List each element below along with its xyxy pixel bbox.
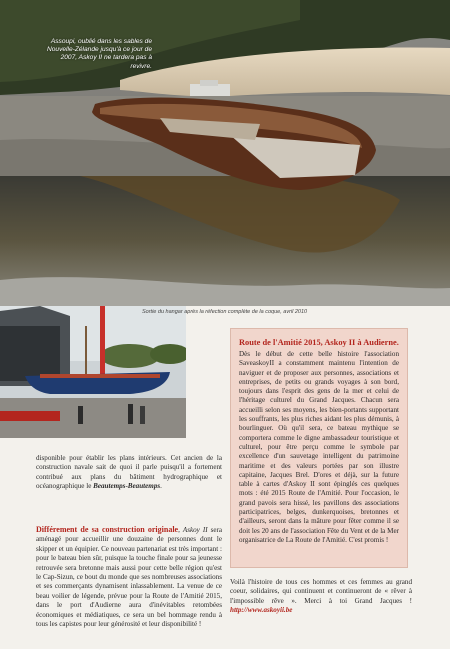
sidebar-text: Dès le début de cette belle histoire l'association SaveaskoyII a constamment maintenu l'intention de naviguer et de proposer aux personnes, associations et entreprises, de petits ou grands voyages à son bord, toujours dans l'esprit des gens de la mer et celui de l'héritage culturel du Grand Jacques. Chacun sera accueilli selon ses moyens, les bien-portants supportant les souffrants, les plus riches aidant les plus démunis, à bourlinguer. Où qu'il sera, ce bateau mythique se comportera comme le digne ambassadeur touristique et culturel, pour être perçu comme le symbole par excellence d'un sauvetage intelligent du patrimoine maritime et des valeurs portées par son illustre capitaine, Jacques Brel. D'ores et déjà, sur la future table à cartes d'Askoy II sont épinglés ces quelques mots : été 2015 Route de l'Amitié. Pour l'occasion, le grand pavois sera hissé, les pavillons des associations participatrices, belges, dunkerquoises, bretonnes et d'ailleurs, seront dans la mâture pour fêter comme il se doit les 20 ans de l'association Fête du Vent et de la Mer organisatrice de La Route de l'Amitié. C'est promis ! — [239, 350, 399, 544]
intro-end: . — [160, 482, 162, 491]
left-column-section — [36, 525, 222, 629]
section-text: sera aménagé pour accueillir une douzaine de personnes dont le skipper et un équipier. Ce nouveau partenariat est très important : pour le bateau bien sûr, puisque la touche finale pour sa jeunesse retrouvée sera bretonne mais aussi pour cette belle région qu'est le Cap-Sizun, ce bout du monde que ses nombreuses associations et ses commerçants dynamisent inlassablement. La venue de ce beau voilier de légende, prévue pour la Route de l'Amitié 2015, dans le port d'Audierne aura d'inévitables retombées économiques et médiatiques, ce sera un bel hommage rendu à tous les capistes pour leur générosité et leur disponibilité ! — [36, 526, 222, 629]
intro-text: disponible pour établir les plans intérieurs. Cet ancien de la construction navale sait de quoi il parle puisqu'il a fortement contribué aux plans du bâtiment hydrographique et océanographique le — [36, 454, 222, 491]
top-photo-caption: Assoupi, oublié dans les sables de Nouvelle-Zélande jusqu'à ce jour de 2007, Askoy II ne tardera pas à revivre. — [47, 38, 152, 70]
hangar-photo-illustration — [0, 306, 186, 438]
website-link[interactable]: http://www.askoyii.be — [230, 606, 293, 615]
sidebar-heading: Route de l'Amitié 2015, Askoy II à Audierne. — [239, 338, 399, 347]
left-column-intro — [36, 454, 222, 492]
closing-paragraph — [230, 578, 412, 616]
closing-text: Voilà l'histoire de tous ces hommes et ces femmes au grand coeur, solidaires, qui continuent et continueront de « rêver à l'impossible rêve ». Merci à toi Grand Jacques ! — [230, 578, 412, 605]
section-ship-name: Askoy II — [182, 526, 208, 534]
hangar-photo — [0, 306, 186, 438]
hangar-photo-caption: Sortie du hangar après la réfection complète de la coque, avril 2010 — [142, 309, 308, 315]
sidebar-box — [230, 328, 408, 568]
section-heading: Différement de sa construction originale — [36, 525, 179, 534]
intro-ship-name: Beautemps-Beautemps — [93, 482, 161, 491]
section-separator: , — [178, 526, 183, 534]
